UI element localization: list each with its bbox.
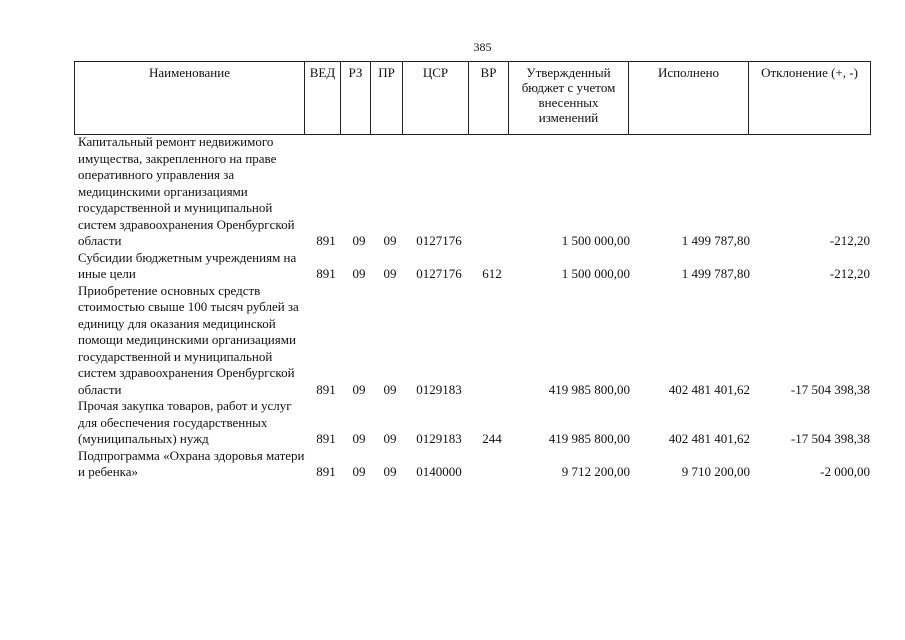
row-vr: 244 [482, 431, 502, 446]
row-executed: 402 481 401,62 [668, 381, 750, 397]
table-body [74, 134, 874, 481]
row-rz: 09 [352, 381, 366, 397]
row-executed: 402 481 401,62 [668, 431, 750, 446]
row-rz: 09 [352, 266, 366, 281]
row-name: Приобретение основных средств стоимостью свыше 100 тысяч рублей за единицу для оказания медицинской помощи медицинскими организациями государственной и муниципальной систем здравоохранения Оренбургской области [78, 282, 299, 397]
row-ved: 891 [316, 464, 336, 479]
row-name: Субсидии бюджетным учреждениям на иные цели [78, 249, 297, 281]
row-ved: 891 [316, 233, 336, 248]
table-row [74, 134, 874, 250]
table-header [74, 61, 871, 135]
row-rz: 09 [352, 431, 366, 446]
row-pr: 09 [383, 266, 397, 281]
row-approved: 419 985 800,00 [548, 431, 630, 446]
row-name: Капитальный ремонт недвижимого имущества, закрепленного на праве оперативного управления за медицинскими организациями государственной и муниципальной систем здравоохранения Оренбургской области [78, 134, 295, 248]
header-ved: ВЕД [305, 62, 341, 135]
row-name: Прочая закупка товаров, работ и услуг для обеспечения государственных (муниципальных) нужд [78, 398, 292, 446]
row-rz: 09 [352, 233, 366, 248]
table-row [74, 448, 874, 481]
row-executed: 9 710 200,00 [681, 464, 750, 479]
row-deviation: -212,20 [829, 233, 870, 248]
row-deviation: -212,20 [829, 266, 870, 281]
row-csr: 0129183 [416, 381, 462, 397]
row-deviation: -2 000,00 [820, 464, 870, 479]
row-deviation: -17 504 398,38 [790, 381, 870, 397]
row-executed: 1 499 787,80 [681, 266, 750, 281]
row-csr: 0127176 [416, 266, 462, 281]
row-vr: 612 [482, 266, 502, 281]
row-executed: 1 499 787,80 [681, 233, 750, 248]
row-approved: 9 712 200,00 [561, 464, 630, 479]
header-executed: Исполнено [629, 62, 749, 135]
header-approved: Утвержденный бюджет с учетом внесенных изменений [509, 62, 629, 135]
row-ved: 891 [316, 266, 336, 281]
row-rz: 09 [352, 464, 366, 479]
row-approved: 1 500 000,00 [561, 233, 630, 248]
row-csr: 0127176 [416, 233, 462, 248]
header-vr: ВР [469, 62, 509, 135]
row-approved: 419 985 800,00 [548, 381, 630, 397]
header-name: Наименование [75, 62, 305, 135]
row-ved: 891 [316, 381, 336, 397]
page-number: 385 [473, 40, 492, 54]
row-ved: 891 [316, 431, 336, 446]
header-rz: РЗ [341, 62, 371, 135]
header-pr: ПР [371, 62, 403, 135]
row-approved: 1 500 000,00 [561, 266, 630, 281]
row-pr: 09 [383, 464, 397, 479]
row-csr: 0129183 [416, 431, 462, 446]
header-deviation: Отклонение (+, -) [749, 62, 871, 135]
row-deviation: -17 504 398,38 [790, 431, 870, 446]
row-pr: 09 [383, 381, 397, 397]
row-pr: 09 [383, 431, 397, 446]
table-row [74, 283, 874, 399]
row-name: Подпрограмма «Охрана здоровья матери и ребенка» [78, 447, 305, 479]
table-row [74, 398, 874, 448]
header-csr: ЦСР [403, 62, 469, 135]
row-csr: 0140000 [416, 464, 462, 479]
row-pr: 09 [383, 233, 397, 248]
table-row [74, 250, 874, 283]
